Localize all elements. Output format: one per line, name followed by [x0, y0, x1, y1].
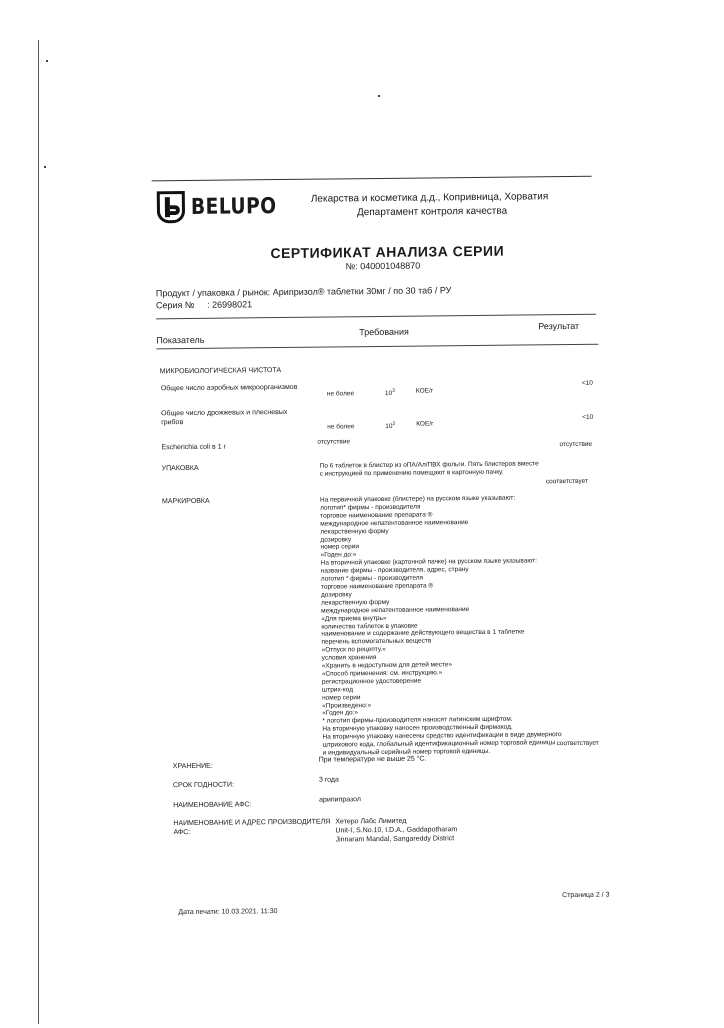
- marking-line: «Способ применения: см. инструкцию.»: [321, 669, 443, 678]
- packaging-req-1: По 6 таблеток в блистер из оПА/Ал/ПВХ фольги. Пять блистеров вместе: [319, 460, 539, 470]
- product-label: Продукт / упаковка / рынок:: [155, 287, 271, 299]
- marking-line: «Произведено:»: [322, 701, 372, 710]
- header-result: Результат: [538, 320, 580, 332]
- yeast-req-unit: КОЕ/г: [416, 420, 434, 428]
- marking-line: номер серии: [322, 693, 361, 702]
- marking-line: На вторичной упаковке (картонной пачке) на русском языке указывают:: [320, 557, 537, 567]
- marking-line: На первичной упаковке (блистере) на русском языке указывают:: [319, 494, 516, 504]
- series-line: [156, 299, 252, 310]
- ecoli-result: отсутствие: [559, 440, 593, 449]
- yeast-req-value: $10^2$: [385, 420, 396, 431]
- aerobic-req-prefix: не более: [326, 390, 355, 398]
- yeast-label-2: грибов: [161, 419, 184, 427]
- marking-line: и индивидуальный серийный номер торговой единицы.: [322, 747, 491, 757]
- ecoli-label: Escherichia coli в 1 г: [161, 443, 227, 452]
- table-header-rule: [156, 344, 598, 350]
- marking-line: дозировку: [320, 535, 352, 544]
- marking-line: лекарственную форму: [321, 598, 390, 607]
- marking-line: «Годен до:»: [322, 709, 359, 718]
- micro-section-label: МИКРОБИОЛОГИЧЕСКАЯ ЧИСТОТА: [159, 367, 282, 376]
- marking-line: «Для приема внутрь»: [321, 614, 387, 623]
- marking-line: условия хранения: [321, 654, 377, 662]
- series-value: : 26998021: [206, 299, 253, 310]
- marking-line: международное непатентованное наименование: [321, 605, 470, 615]
- manufacturer-label-2: АФС:: [173, 829, 191, 837]
- product-line: [156, 285, 452, 298]
- header-indicator: Показатель: [156, 334, 205, 346]
- marking-label: МАРКИРОВКА: [161, 497, 210, 506]
- storage-value: При температуре не выше 25 °С.: [318, 755, 427, 764]
- product-value: Арипризол® таблетки 30мг / по 30 таб / РУ: [272, 285, 452, 298]
- marking-requirements: [320, 494, 562, 757]
- packaging-label: УПАКОВКА: [161, 464, 199, 473]
- packaging-req-2: с инструкцией по применению помещают в картонную пачку.: [319, 468, 504, 478]
- yeast-result: <10: [582, 413, 594, 421]
- packaging-result: соответствует: [545, 477, 589, 486]
- storage-label: ХРАНЕНИЕ:: [172, 762, 213, 771]
- manufacturer-line: Хетеро Лабс Лимитед: [335, 817, 407, 826]
- shelf-life-label: СРОК ГОДНОСТИ:: [172, 781, 235, 790]
- print-date: Дата печати: 10.03.2021. 11:30: [178, 908, 278, 917]
- marking-line: лекарственную форму: [320, 527, 389, 536]
- marking-line: «Хранить в недоступном для детей месте»: [321, 661, 453, 670]
- marking-line: название фирмы - производителя, адрес, страну: [320, 566, 469, 575]
- header-requirements: Требования: [359, 326, 409, 338]
- yeast-req-prefix: не более: [327, 423, 355, 431]
- marking-line: штрихового кода, глобальный идентификационный номер торговой единицы: [322, 739, 556, 749]
- marking-line: «Отпуск по рецепту.»: [321, 646, 386, 654]
- api-name-label: НАИМЕНОВАНИЕ АФС:: [173, 801, 252, 810]
- marking-line: На вторичную упаковку наносен производственный фирмакод.: [322, 723, 513, 733]
- marking-line: международное непатентованное наименование: [320, 518, 469, 528]
- marking-line: перечень вспомогательных веществ: [321, 637, 432, 646]
- marking-line: торговое наименование препарата ®: [320, 582, 434, 591]
- marking-line: логотип* фирмы - производителя: [320, 503, 421, 512]
- marking-line: * логотип фирмы-производителя наносят латинским шрифтом.: [322, 715, 513, 725]
- belupo-logo-icon: [157, 191, 185, 223]
- marking-line: «Годен до:»: [320, 551, 357, 559]
- certificate-title: СЕРТИФИКАТ АНАЛИЗА СЕРИИ: [270, 242, 505, 262]
- certificate-number: №: 040001048870: [345, 260, 421, 272]
- marking-line: На вторичную упаковку нанесены средство идентификации в виде двумерного: [322, 731, 562, 741]
- marking-line: торговое наименование препарата ®: [320, 511, 433, 520]
- header-divider: [152, 176, 592, 182]
- marking-line: штрих-код: [321, 686, 354, 694]
- aerobic-req-unit: КОЕ/г: [415, 387, 434, 395]
- marking-line: номер серии: [320, 543, 359, 552]
- aerobic-req-value: $10^3$: [384, 387, 395, 398]
- marking-line: логотип * фирмы - производителя: [320, 574, 424, 583]
- ecoli-req: отсутствие: [317, 438, 351, 446]
- marking-line: наименование и содержание действующего вещества в 1 таблетке: [321, 628, 525, 639]
- marking-line: количество таблеток в упаковке: [321, 622, 418, 631]
- aerobic-label: Общее число аэробных микроорганизмов: [160, 383, 298, 393]
- manufacturer-line: Jinnaram Mandal, Sangareddy District: [335, 835, 455, 844]
- department-name: Департамент контроля качества: [356, 205, 508, 219]
- series-label: Серия №: [155, 299, 195, 311]
- table-top-rule: [156, 314, 596, 320]
- manufacturer-label-1: НАИМЕНОВАНИЕ И АДРЕС ПРОИЗВОДИТЕЛЯ: [173, 818, 331, 828]
- shelf-life-value: 3 года: [318, 776, 339, 784]
- aerobic-result: <10: [581, 379, 593, 387]
- logo-text: BELUPO: [190, 194, 277, 220]
- manufacturer-line: Unit-I, S.No.10, I.D.A., Gaddapotharam: [335, 826, 458, 835]
- yeast-label-1: Общее число дрожжевых и плесневых: [161, 408, 288, 418]
- page-number: Страница 2 / 3: [562, 891, 610, 900]
- api-name-value: арипипразол: [319, 796, 362, 804]
- marking-line: регистрационное удостоверение: [321, 677, 422, 686]
- marking-result: соответствует: [556, 739, 599, 748]
- company-name: Лекарства и косметика д.д., Копривница, Хорватия: [310, 191, 549, 205]
- marking-line: дозировку: [320, 591, 352, 599]
